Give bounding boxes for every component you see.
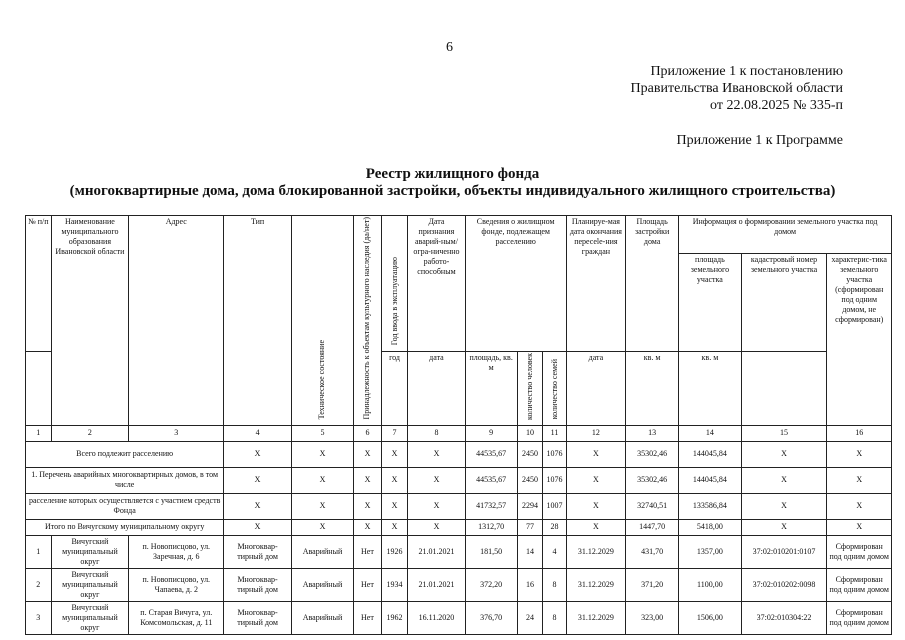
unit-sqm2: кв. м (679, 351, 741, 425)
summary-cell-c6: Х (354, 519, 382, 535)
summary-cell-label: расселение которых осуществляется с участием средств Фонда (26, 493, 224, 519)
summary-cell-build: 35302,46 (626, 467, 679, 493)
summary-cell-families: 28 (543, 519, 567, 535)
appendix-program: Приложение 1 к Программе (676, 133, 843, 148)
cell-type: Многоквар-тирный дом (224, 601, 291, 634)
summary-cell-c7: Х (381, 467, 408, 493)
cell-cadastral: 37:02:010202:0098 (741, 568, 827, 601)
column-number: 11 (543, 425, 567, 441)
cell-characteristic: Сформирован под одним домом (827, 601, 892, 634)
summary-cell-c16: Х (827, 441, 892, 467)
summary-cell-area: 44535,67 (465, 467, 517, 493)
summary-cell-c15: Х (741, 467, 827, 493)
table-row (26, 568, 892, 601)
cell-address: п. Новописцово, ул. Чапаева, д. 2 (129, 568, 224, 601)
summary-cell-land: 5418,00 (679, 519, 741, 535)
summary-cell-c5: Х (291, 467, 353, 493)
header-address: Адрес (129, 216, 224, 426)
cell-people: 14 (517, 535, 543, 568)
header-planned-date: Планируе-мая дата окончания пересele-ния граждан (566, 216, 625, 352)
column-number: 8 (408, 425, 465, 441)
unit-date: дата (408, 351, 465, 425)
header-emergency-date: Дата признания аварий-ным/огра-ниченно работо-способным (408, 216, 465, 352)
summary-cell-c12: Х (566, 441, 625, 467)
header-build-area: Площадь застройки дома (626, 216, 679, 352)
column-number: 13 (626, 425, 679, 441)
summary-cell-c16: Х (827, 519, 892, 535)
appendix-line: от 22.08.2025 № 335-п (710, 98, 843, 113)
column-number: 14 (679, 425, 741, 441)
header-type: Тип (224, 216, 291, 426)
cell-characteristic: Сформирован под одним домом (827, 535, 892, 568)
summary-cell-land: 133586,84 (679, 493, 741, 519)
column-number: 9 (465, 425, 517, 441)
cell-area: 181,50 (465, 535, 517, 568)
summary-cell-area: 44535,67 (465, 441, 517, 467)
appendix-line: Правительства Ивановской области (630, 81, 843, 96)
cell-date: 21.01.2021 (408, 568, 465, 601)
header-resettlement: Сведения о жилищном фонде, подлежащем расселению (465, 216, 566, 352)
summary-cell-c7: Х (381, 519, 408, 535)
column-number: 6 (354, 425, 382, 441)
summary-cell-land: 144045,84 (679, 441, 741, 467)
unit-area: площадь, кв. м (465, 351, 517, 425)
cell-condition: Аварийный (291, 568, 353, 601)
cell-address: п. Старая Вичуга, ул. Комсомольская, д. 11 (129, 601, 224, 634)
column-number: 3 (129, 425, 224, 441)
summary-cell-c15: Х (741, 441, 827, 467)
header-condition: Техническое состояние (317, 340, 327, 420)
summary-cell-c4: Х (224, 467, 291, 493)
summary-cell-c6: Х (354, 441, 382, 467)
summary-cell-land: 144045,84 (679, 467, 741, 493)
cell-cadastral: 37:02:010304:22 (741, 601, 827, 634)
cell-num: 3 (26, 601, 52, 634)
header-year: Год ввода в эксплуатацию (389, 257, 399, 346)
summary-cell-c4: Х (224, 441, 291, 467)
unit-sqm: кв. м (626, 351, 679, 425)
summary-cell-c4: Х (224, 519, 291, 535)
summary-cell-label: 1. Перечень аварийных многоквартирных домов, в том числе (26, 467, 224, 493)
summary-cell-people: 2294 (517, 493, 543, 519)
cell-land: 1357,00 (679, 535, 741, 568)
table-row (26, 535, 892, 568)
summary-row (26, 467, 892, 493)
cell-characteristic: Сформирован под одним домом (827, 568, 892, 601)
cell-type: Многоквар-тирный дом (224, 535, 291, 568)
cell-build: 371,20 (626, 568, 679, 601)
cell-families: 8 (543, 568, 567, 601)
cell-municipality: Вичугский муниципальный округ (51, 601, 129, 634)
summary-row (26, 441, 892, 467)
document-title: Реестр жилищного фонда (365, 166, 540, 182)
summary-cell-c12: Х (566, 519, 625, 535)
summary-cell-build: 35302,46 (626, 441, 679, 467)
summary-cell-build: 32740,51 (626, 493, 679, 519)
cell-municipality: Вичугский муниципальный округ (51, 568, 129, 601)
summary-cell-c16: Х (827, 467, 892, 493)
summary-cell-c12: Х (566, 493, 625, 519)
summary-cell-c15: Х (741, 493, 827, 519)
summary-cell-c6: Х (354, 467, 382, 493)
summary-cell-c8: Х (408, 441, 465, 467)
summary-cell-c12: Х (566, 467, 625, 493)
column-number: 12 (566, 425, 625, 441)
cell-municipality: Вичугский муниципальный округ (51, 535, 129, 568)
cell-num: 2 (26, 568, 52, 601)
summary-cell-people: 77 (517, 519, 543, 535)
header-municipality: Наименование муниципального образования Ивановской области (51, 216, 129, 426)
page-number: 6 (446, 40, 453, 55)
cell-people: 16 (517, 568, 543, 601)
summary-cell-area: 1312,70 (465, 519, 517, 535)
cell-area: 372,20 (465, 568, 517, 601)
summary-cell-c5: Х (291, 519, 353, 535)
cell-condition: Аварийный (291, 535, 353, 568)
summary-cell-c8: Х (408, 519, 465, 535)
cell-heritage: Нет (354, 535, 382, 568)
header-land-area: площадь земельного участка (679, 254, 741, 352)
summary-cell-label: Всего подлежит расселению (26, 441, 224, 467)
column-number: 7 (381, 425, 408, 441)
summary-cell-families: 1007 (543, 493, 567, 519)
header-num: № п/п (26, 216, 52, 352)
cell-date: 16.11.2020 (408, 601, 465, 634)
cell-families: 8 (543, 601, 567, 634)
document-subtitle: (многоквартирные дома, дома блокированной застройки, объекты индивидуального жилищного строительства) (69, 183, 836, 199)
column-number: 5 (291, 425, 353, 441)
cell-address: п. Новописцово, ул. Заречная, д. 6 (129, 535, 224, 568)
cell-planned: 31.12.2029 (566, 568, 625, 601)
cell-heritage: Нет (354, 601, 382, 634)
summary-row (26, 493, 892, 519)
summary-cell-c8: Х (408, 467, 465, 493)
cell-num: 1 (26, 535, 52, 568)
unit-date2: дата (566, 351, 625, 425)
cell-planned: 31.12.2029 (566, 601, 625, 634)
cell-year: 1962 (381, 601, 408, 634)
summary-cell-area: 41732,57 (465, 493, 517, 519)
summary-cell-c6: Х (354, 493, 382, 519)
summary-cell-c4: Х (224, 493, 291, 519)
housing-register-table (25, 215, 892, 635)
summary-cell-c15: Х (741, 519, 827, 535)
summary-cell-families: 1076 (543, 441, 567, 467)
table-row (26, 601, 892, 634)
cell-type: Многоквар-тирный дом (224, 568, 291, 601)
summary-cell-c5: Х (291, 493, 353, 519)
summary-cell-families: 1076 (543, 467, 567, 493)
column-number-row (26, 425, 892, 441)
summary-cell-c5: Х (291, 441, 353, 467)
header-land-info: Информация о формировании земельного участка под домом (679, 216, 892, 254)
summary-cell-c8: Х (408, 493, 465, 519)
column-number: 16 (827, 425, 892, 441)
cell-build: 431,70 (626, 535, 679, 568)
cell-build: 323,00 (626, 601, 679, 634)
unit-year: год (381, 351, 408, 425)
unit-families: количество семей (549, 359, 559, 420)
column-number: 1 (26, 425, 52, 441)
column-number: 4 (224, 425, 291, 441)
summary-cell-c7: Х (381, 441, 408, 467)
cell-condition: Аварийный (291, 601, 353, 634)
appendix-line: Приложение 1 к постановлению (650, 64, 843, 79)
column-number: 2 (51, 425, 129, 441)
cell-date: 21.01.2021 (408, 535, 465, 568)
cell-families: 4 (543, 535, 567, 568)
header-heritage: Принадлежность к объектам культурного наследия (да/нет) (362, 217, 372, 420)
summary-cell-build: 1447,70 (626, 519, 679, 535)
cell-cadastral: 37:02:010201:0107 (741, 535, 827, 568)
summary-cell-people: 2450 (517, 441, 543, 467)
summary-cell-people: 2450 (517, 467, 543, 493)
cell-year: 1934 (381, 568, 408, 601)
cell-land: 1506,00 (679, 601, 741, 634)
summary-cell-c7: Х (381, 493, 408, 519)
cell-area: 376,70 (465, 601, 517, 634)
appendix-header (631, 63, 843, 114)
cell-year: 1926 (381, 535, 408, 568)
cell-land: 1100,00 (679, 568, 741, 601)
header-cadastral: кадастровый номер земельного участка (741, 254, 827, 352)
summary-cell-c16: Х (827, 493, 892, 519)
unit-people: количество человек (524, 352, 534, 420)
cell-planned: 31.12.2029 (566, 535, 625, 568)
column-number: 10 (517, 425, 543, 441)
cell-people: 24 (517, 601, 543, 634)
column-number: 15 (741, 425, 827, 441)
cell-heritage: Нет (354, 568, 382, 601)
header-land-characteristics: характерис-тика земельного участка (сформирован под одним домом, не сформирован) (827, 254, 892, 426)
summary-row (26, 519, 892, 535)
summary-cell-label: Итого по Вичугскому муниципальному округу (26, 519, 224, 535)
